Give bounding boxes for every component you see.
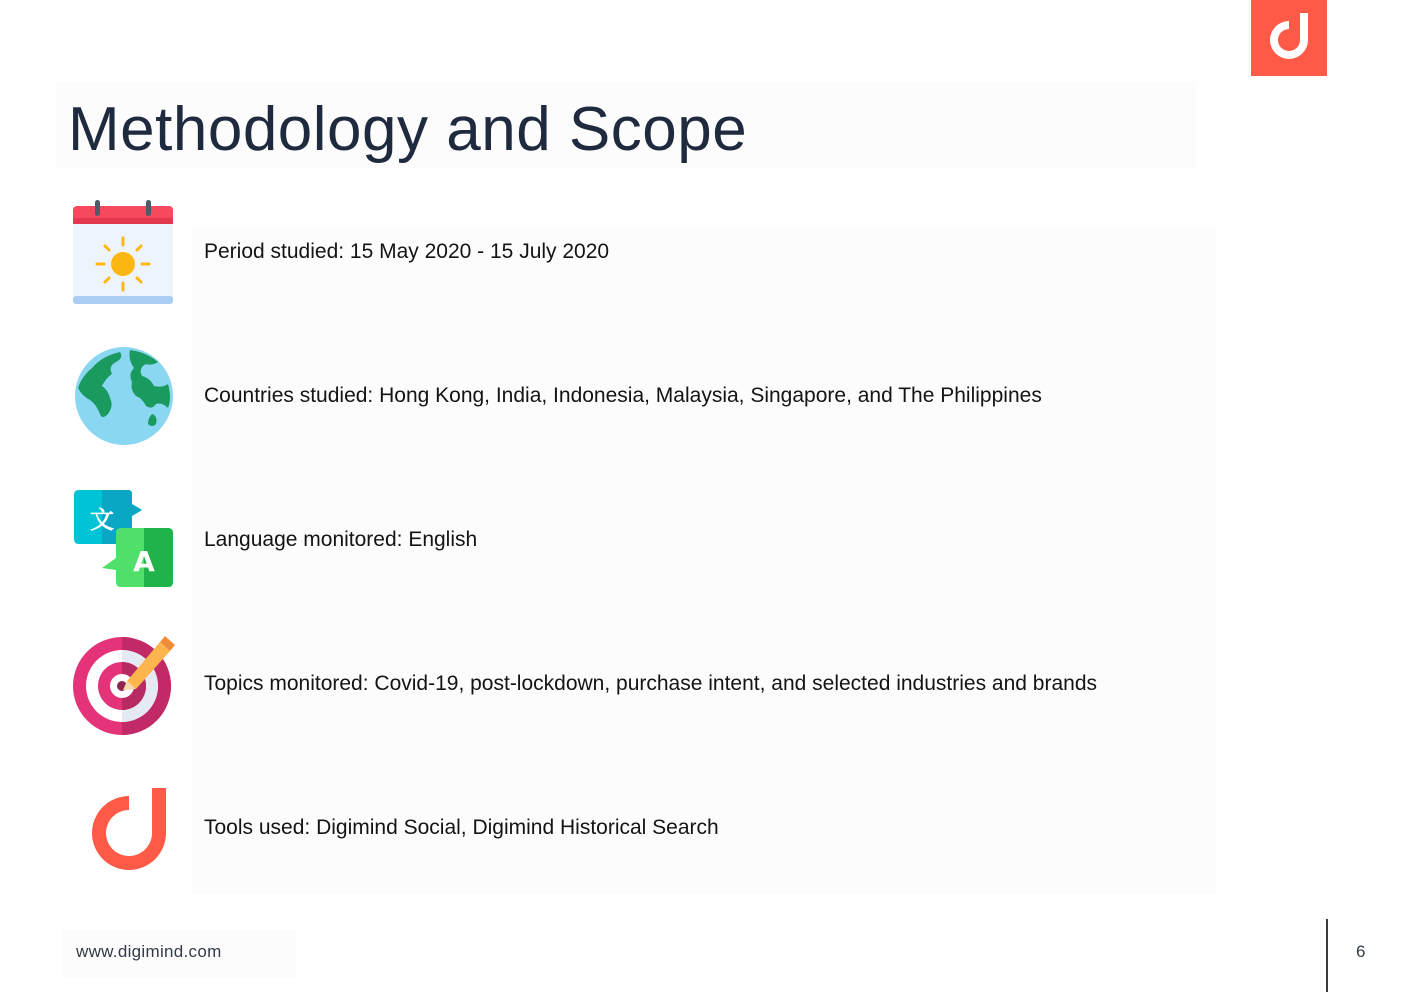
list-item-language (72, 488, 1212, 592)
digimind-logo-icon (1251, 0, 1327, 76)
footer-url: www.digimind.com (76, 942, 222, 961)
language-text: Language monitored: English (204, 528, 478, 551)
svg-text:A: A (133, 545, 155, 578)
header-logo (1251, 0, 1327, 76)
period-text: Period studied: 15 May 2020 - 15 July 2020 (204, 240, 610, 263)
svg-text:文: 文 (90, 506, 114, 534)
list-item-topics (72, 632, 1212, 736)
list-item-countries (72, 344, 1212, 448)
tools-text: Tools used: Digimind Social, Digimind Historical Search (204, 816, 719, 839)
topics-text: Topics monitored: Covid-19, post-lockdown, purchase intent, and selected industries and brands (204, 672, 1098, 695)
page-divider (1326, 919, 1328, 992)
translate-icon (72, 488, 176, 592)
target-icon (72, 632, 176, 736)
list-item-period (72, 200, 1212, 304)
list-item-tools (72, 776, 1212, 880)
calendar-sun-icon (72, 200, 176, 304)
page-title: Methodology and Scope (68, 95, 748, 164)
globe-icon (72, 344, 176, 448)
page-number: 6 (1356, 942, 1366, 961)
digimind-logo-icon (72, 776, 176, 880)
countries-text: Countries studied: Hong Kong, India, Indonesia, Malaysia, Singapore, and The Philippines (204, 384, 1042, 407)
